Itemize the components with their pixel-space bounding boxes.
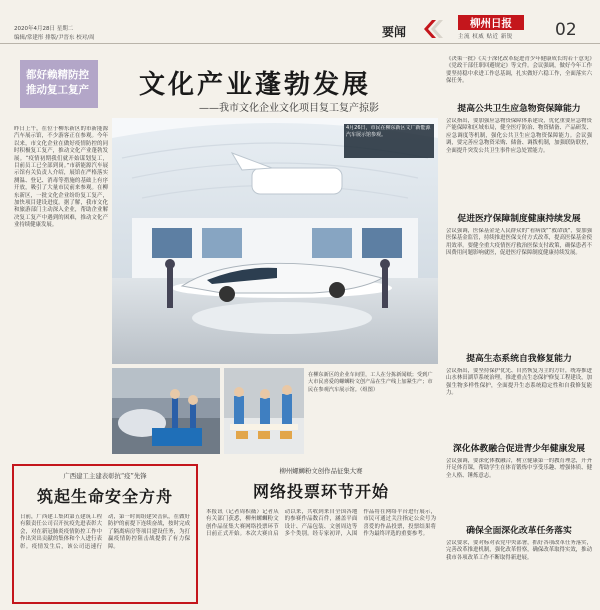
text-reform-tasks: 会议要求，要对标对表党中央部署，抓好各项改革任务落实，完善改革推进机制，强化改革督察，确保改革取得实效，推动我市各项改革工作不断取得新进展。 [446,540,592,561]
text-sports-education: 会议强调，要深化体教融合，树立健康第一的教育理念，开齐开足体育课，帮助学生在体育锻炼中享受乐趣、增强体质、健全人格、锤炼意志。 [446,458,592,479]
text-public-health: 会议指出，要加强应急物资保障体系建设，优化重要应急物资产能保障和区域布局，健全医疗防治、物资储备、产品研发、应急调度等机制，强化公共卫生应急物资保障能力。会议强调，要完善应急物资采购、储备、调拨机制，加强联防联控，全面提升突发公共卫生事件应急处置能力。 [446,118,592,154]
photo-inset-caption: 4月26日，市民在柳东新区文广新能源汽车展示馆参观。 [346,125,431,138]
section-title: 要闻 [382,25,407,39]
date-line: 2020年4月28日 星期二 [14,26,74,32]
text-ecosystem: 会议指出，要坚持保护优先、自然恢复为主的方针，统筹推进山水林田湖草系统治理，推进重点生态保护修复工程建设，加强生物多样性保护，全面提升生态系统稳定性和自我修复能力。 [446,368,592,397]
story2-headline: 筑起生命安全方舟 [36,487,173,506]
subhead-public-health: 提高公共卫生应急物资保障能力 [457,104,581,114]
editors-line: 编辑/常建彤 排版/尹晋东 校对/周 [14,35,95,41]
lead-story [14,56,438,458]
story3-body-text: 本报讯（记者周积薇）记者从有关部门获悉，柳州螺蛳粉文创作品征集大赛网络投票环节日前正式开始。本次大赛自启动以来，共收到来自全国各地的参赛作品数百件，涵盖平面设计、产品包装、文创周边等多个类别。经专家初评，入围作品将在网络平台进行展示，市民可通过关注指定公众号为喜爱的作品投票，投票结果将作为最终评选的重要参考。 [206,509,436,538]
photo-production-line [224,368,304,454]
lead-photo-exhibition-hall [112,118,438,364]
subhead-reform-tasks: 确保全面深化改革任务落实 [466,526,572,536]
campaign-badge: 都好赖精防控 推动复工复产 [20,60,98,108]
newspaper-slogan: 主流 权威 贴近 新锐 [458,34,513,40]
story3-kicker: 柳州螺蛳粉文创作品征集大赛 [279,467,363,475]
subhead-sports-education: 深化体教融合促进青少年健康发展 [453,444,585,454]
photo-paper-workshop [112,368,220,454]
story3-headline: 网络投票环节开始 [252,482,389,501]
story-online-voting [206,462,436,604]
lead-subheadline: ——我市文化企业文化项目复工复产掠影 [199,103,379,114]
lead-headline: 文化产业蓬勃发展 [139,70,372,100]
page-header [0,0,600,44]
right-intro-text: 《决策一批》《关于深化改革促进青少年健康成长的若干意见》《党政干部任职回避规定》等文件。会议强调，做好今年工作要坚持稳中求进工作总基调，扎实做好六稳工作，全面落实六保任务。 [446,56,592,85]
page-number: 02 [555,20,577,40]
story2-body-text: 日前，广西建工集团第五建筑工程有限责任公司召开抗疫先进表彰大会，对在新冠肺炎疫情防控工作中作出突出贡献的集体和个人进行表彰。疫情发生后，该公司迅速行动，第一时间组建突击队，在做好防护的前提下连续奋战，按时完成了隔离病房等项目建设任务，为打赢疫情防控阻击战提供了有力保障。 [20,514,190,550]
chevron-mark-icon [424,20,444,38]
subhead-medical-insurance: 促进医疗保障制度健康持续发展 [457,214,581,224]
story2-kicker: 广西建工主建表彰抗“疫”先锋 [63,472,147,480]
newspaper-logo [458,15,524,30]
subhead-ecosystem: 提高生态系统自我修复能力 [466,354,572,364]
lead-body-text: 昨日上午，在位于柳东新区的市新能源汽车展示馆，不少游客正在参观。今年以来，市文化企业在做好疫情防控的同时积极复工复产，推动文化产业蓬勃发展。“疫情初期我们就开始谋划复工，目前员工已全部到岗。”市新能源汽车展示馆有关负责人介绍，展馆在严格落实测温、登记、消毒等措施的基础上有序开放，吸引了大量市民前来参观。在柳东新区，一批文化企业纷纷复工复产，加快项目建设进度。据了解，我市文化和旅游部门主动深入企业，帮助企业解决复工复产中遇到的困难，推动文化产业持续健康发展。 [14,126,108,229]
svg-text:柳州日报: 柳州日报 [470,17,512,30]
right-column-news [446,56,592,604]
text-medical-insurance: 会议强调，医保基金是人民群众的“看病钱”“救命钱”，要加强医保基金监管，持续推进医保支付方式改革，提高医保基金使用效率。要健全重大疫情医疗救治医保支付政策，确保患者不因费用问题影响就医，促进医疗保障制度健康持续发展。 [446,228,592,257]
story-construction-frontline [12,464,198,604]
lead-photo-caption: 在柳东新区的企业车间里，工人在分拣新闻纸；受到广大市民喜爱的螺蛳粉文创产品在生产线上加紧生产；市民在参观汽车展示馆。（组图） [308,372,433,393]
